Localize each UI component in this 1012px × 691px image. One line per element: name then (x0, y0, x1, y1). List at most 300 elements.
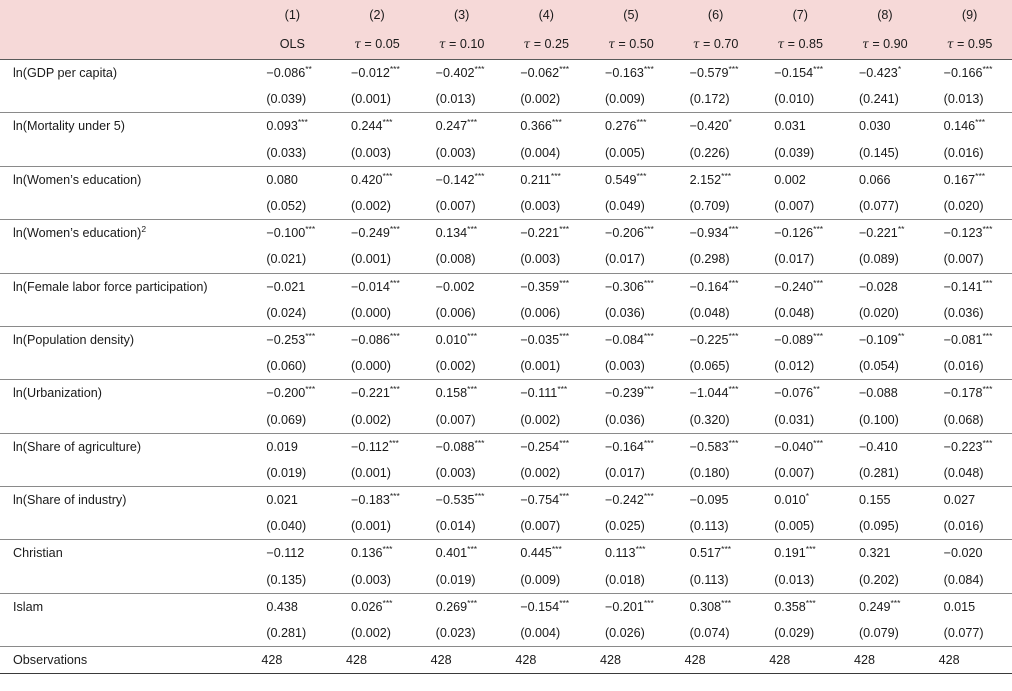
coef-value: 0.276 (604, 119, 637, 134)
significance-stars: *** (559, 437, 570, 448)
se-value: (0.084) (943, 572, 984, 587)
coef-cell (927, 433, 1012, 460)
se-label-empty (0, 513, 250, 540)
coef-value: −0.242 (604, 493, 644, 508)
coef-cell (504, 593, 589, 620)
coef-value: −0.154 (774, 66, 814, 81)
se-value: (0.020) (943, 199, 984, 214)
se-cell (758, 193, 843, 220)
coef-cell (843, 433, 928, 460)
coef-wrap (256, 119, 328, 133)
significance-stars: *** (467, 384, 478, 395)
tau-symbol: τ (692, 37, 700, 51)
coef-cell (335, 540, 420, 567)
coef-row (0, 380, 1012, 407)
significance-stars: *** (474, 170, 485, 181)
coef-wrap (849, 597, 921, 614)
se-cell (335, 620, 420, 647)
coef-cell (335, 593, 420, 620)
se-value: (0.040) (266, 519, 307, 534)
tau-symbol: τ (946, 37, 954, 51)
coef-value: −0.359 (520, 279, 560, 294)
se-value: (0.709) (689, 199, 730, 214)
coef-wrap (256, 63, 328, 81)
observations-value: 428 (769, 653, 791, 668)
significance-stars: *** (982, 330, 993, 341)
se-value: (0.036) (604, 305, 645, 320)
se-value: (0.002) (435, 359, 476, 374)
se-value: (0.003) (435, 465, 476, 480)
se-cell (927, 353, 1012, 380)
significance-stars: *** (805, 597, 816, 608)
se-cell (843, 86, 928, 113)
se-value: (0.031) (774, 412, 815, 427)
coef-value: 2.152 (689, 172, 722, 187)
coef-wrap (934, 170, 1006, 187)
se-cell (758, 620, 843, 647)
se-value: (0.226) (689, 145, 730, 160)
coef-value: −0.249 (351, 226, 390, 241)
coef-wrap (934, 546, 1006, 560)
se-cell (927, 246, 1012, 273)
se-cell (504, 406, 589, 433)
coef-value: −0.112 (266, 546, 305, 561)
se-value: (0.039) (774, 145, 815, 160)
coef-cell (673, 380, 758, 407)
se-value: (0.012) (774, 359, 815, 374)
coef-cell (843, 540, 928, 567)
coef-value: −0.123 (943, 226, 983, 241)
significance-stars: *** (643, 597, 654, 608)
coef-value: 0.366 (520, 119, 552, 134)
coef-cell (843, 326, 928, 353)
coef-value: −0.111 (520, 386, 558, 401)
coef-cell (589, 273, 674, 300)
coef-wrap (341, 386, 413, 400)
quantile-value: = 0.05 (364, 37, 400, 51)
coef-cell (927, 113, 1012, 140)
se-value: (0.019) (266, 465, 307, 480)
coef-value: −0.126 (774, 226, 814, 241)
col-label-quantile (673, 29, 758, 60)
observations-cell (927, 647, 1012, 674)
se-cell (419, 86, 504, 113)
coef-cell (504, 433, 589, 460)
se-value: (0.039) (266, 92, 307, 107)
observations-cell (419, 647, 504, 674)
coef-value: 0.066 (858, 172, 891, 187)
se-value: (0.005) (604, 145, 645, 160)
significance-stars: *** (297, 117, 308, 128)
coef-cell (504, 273, 589, 300)
se-cell (419, 193, 504, 220)
coef-cell (250, 433, 335, 460)
se-value: (0.001) (351, 465, 391, 480)
se-value: (0.281) (266, 626, 307, 641)
se-label-empty (0, 406, 250, 433)
coef-wrap (764, 63, 836, 81)
coef-wrap (341, 597, 413, 614)
significance-stars: *** (559, 330, 570, 341)
significance-stars: *** (474, 490, 485, 501)
se-value: (0.016) (943, 359, 984, 374)
coef-value: −0.583 (689, 439, 729, 454)
se-cell (504, 300, 589, 327)
se-value: (0.002) (520, 465, 561, 480)
se-value: (0.025) (604, 519, 645, 534)
significance-stars: * (805, 490, 810, 501)
se-value: (0.020) (858, 305, 899, 320)
se-value: (0.000) (351, 305, 391, 320)
observations-cell (335, 647, 420, 674)
observations-cell (673, 647, 758, 674)
se-cell (673, 193, 758, 220)
se-value: (0.002) (351, 626, 391, 641)
coef-row (0, 540, 1012, 567)
coef-cell (927, 220, 1012, 247)
significance-stars: *** (643, 63, 654, 74)
coef-value: −0.240 (774, 279, 814, 294)
coef-cell (250, 273, 335, 300)
se-cell (927, 406, 1012, 433)
coef-cell (673, 593, 758, 620)
observations-row (0, 647, 1012, 674)
coef-wrap (764, 119, 836, 133)
significance-stars: *** (975, 170, 986, 181)
coef-cell (504, 220, 589, 247)
coef-cell (673, 220, 758, 247)
coef-wrap (256, 600, 328, 614)
coef-wrap (934, 277, 1006, 294)
variable-label (0, 433, 250, 460)
coef-cell (758, 273, 843, 300)
significance-stars: *** (550, 170, 561, 181)
coef-value: 0.247 (435, 119, 468, 134)
se-cell (335, 246, 420, 273)
coef-value: −1.044 (689, 386, 729, 401)
se-value: (0.004) (520, 626, 561, 641)
coef-value: −0.142 (435, 172, 475, 187)
coef-cell (250, 60, 335, 87)
coef-wrap (426, 330, 498, 347)
coef-cell (250, 220, 335, 247)
significance-stars: *** (982, 224, 993, 235)
se-row (0, 513, 1012, 540)
coef-cell (927, 487, 1012, 514)
coef-cell (758, 487, 843, 514)
tau-symbol: τ (523, 37, 531, 51)
se-value: (0.013) (774, 572, 815, 587)
col-label-quantile (843, 29, 928, 60)
se-label-empty (0, 193, 250, 220)
se-label-empty (0, 353, 250, 380)
coef-wrap (680, 119, 752, 133)
col-number: (3) (453, 7, 470, 22)
se-value: (0.019) (435, 572, 476, 587)
significance-stars: *** (551, 117, 562, 128)
se-cell (843, 140, 928, 167)
coef-value: 0.167 (943, 172, 976, 187)
observations-cell (758, 647, 843, 674)
se-cell (758, 140, 843, 167)
coef-value: 0.244 (351, 119, 383, 134)
coef-cell (673, 60, 758, 87)
coef-value: 0.010 (774, 493, 806, 508)
se-value: (0.021) (266, 252, 307, 267)
tau-symbol: τ (354, 37, 361, 51)
se-value: (0.008) (435, 252, 476, 267)
coef-wrap (510, 597, 582, 614)
col-number: (8) (877, 7, 893, 22)
coef-cell (335, 487, 420, 514)
coef-cell (758, 60, 843, 87)
significance-stars: *** (982, 63, 993, 74)
coef-cell (250, 487, 335, 514)
se-cell (504, 620, 589, 647)
coef-wrap (341, 277, 413, 294)
significance-stars: ** (897, 330, 905, 341)
significance-stars: *** (474, 63, 485, 74)
coef-wrap (764, 546, 836, 560)
se-cell (758, 300, 843, 327)
coef-wrap (680, 170, 752, 187)
observations-value: 428 (684, 653, 706, 668)
se-cell (419, 353, 504, 380)
observations-cell (589, 647, 674, 674)
coef-cell (335, 60, 420, 87)
coef-cell (504, 326, 589, 353)
variable-label-text: ln(Share of industry) (13, 493, 127, 508)
coef-cell (419, 273, 504, 300)
se-cell (250, 193, 335, 220)
coef-wrap (934, 600, 1006, 614)
se-label-empty (0, 620, 250, 647)
significance-stars: *** (890, 597, 901, 608)
variable-label-text: ln(Female labor force participation) (13, 279, 208, 294)
se-cell (927, 86, 1012, 113)
coef-row (0, 60, 1012, 87)
coef-value: −0.178 (943, 386, 983, 401)
table-header (0, 0, 1012, 60)
coef-value: 0.080 (266, 172, 298, 187)
coef-cell (589, 113, 674, 140)
se-cell (250, 406, 335, 433)
coef-cell (673, 326, 758, 353)
coef-wrap (341, 63, 413, 81)
se-cell (504, 353, 589, 380)
se-cell (250, 300, 335, 327)
coef-wrap (595, 437, 667, 454)
coef-value: −0.088 (858, 386, 898, 401)
se-value: (0.001) (520, 359, 561, 374)
coef-row (0, 487, 1012, 514)
coef-row (0, 433, 1012, 460)
se-value: (0.281) (858, 465, 899, 480)
se-value: (0.298) (689, 252, 730, 267)
se-value: (0.013) (435, 92, 476, 107)
se-value: (0.024) (266, 305, 307, 320)
significance-stars: *** (559, 224, 570, 235)
coef-value: −0.253 (266, 332, 306, 347)
se-value: (0.068) (943, 412, 984, 427)
coef-value: 0.308 (689, 599, 722, 614)
se-value: (0.003) (520, 199, 561, 214)
col-number: (6) (707, 7, 724, 22)
coef-cell (843, 60, 928, 87)
se-value: (0.113) (689, 572, 729, 587)
coef-cell (589, 380, 674, 407)
superscript: 2 (141, 224, 147, 235)
coef-row (0, 166, 1012, 193)
se-value: (0.018) (604, 572, 645, 587)
se-value: (0.033) (266, 145, 307, 160)
coef-wrap (934, 493, 1006, 507)
variable-label (0, 273, 250, 300)
coef-cell (673, 166, 758, 193)
coef-value: −0.423 (858, 66, 898, 81)
se-value: (0.016) (943, 145, 984, 160)
coef-cell (673, 113, 758, 140)
se-cell (250, 246, 335, 273)
se-cell (335, 300, 420, 327)
coef-wrap (934, 226, 1006, 240)
coef-wrap (680, 277, 752, 294)
significance-stars: *** (467, 117, 478, 128)
coef-wrap (849, 546, 921, 560)
coef-value: −0.225 (689, 332, 729, 347)
se-cell (673, 513, 758, 540)
se-cell (504, 460, 589, 487)
significance-stars: *** (982, 437, 993, 448)
coef-wrap (426, 119, 498, 133)
coef-cell (673, 433, 758, 460)
coef-wrap (680, 493, 752, 507)
coef-value: 0.158 (435, 386, 468, 401)
significance-stars: *** (728, 437, 739, 448)
se-cell (589, 353, 674, 380)
significance-stars: *** (643, 224, 654, 235)
significance-stars: *** (636, 170, 647, 181)
header-corner (0, 0, 250, 29)
se-value: (0.001) (351, 252, 391, 267)
coef-wrap (426, 226, 498, 240)
se-cell (758, 86, 843, 113)
coef-cell (335, 166, 420, 193)
se-cell (335, 567, 420, 594)
se-cell (927, 513, 1012, 540)
se-row (0, 460, 1012, 487)
coef-value: 0.019 (266, 439, 298, 454)
coef-wrap (510, 226, 582, 240)
coef-wrap (510, 437, 582, 454)
observations-value: 428 (938, 653, 960, 668)
coef-wrap (256, 386, 328, 400)
coef-wrap (764, 490, 836, 508)
se-cell (589, 140, 674, 167)
significance-stars: *** (643, 330, 654, 341)
se-cell (843, 353, 928, 380)
se-cell (335, 86, 420, 113)
se-cell (250, 460, 335, 487)
coef-value: 0.134 (435, 226, 468, 241)
se-cell (419, 460, 504, 487)
coef-wrap (256, 226, 328, 240)
coef-cell (589, 487, 674, 514)
observations-cell (250, 647, 335, 674)
se-value: (0.009) (604, 92, 645, 107)
variable-label-text: ln(Population density) (13, 332, 135, 347)
coef-value: −0.084 (604, 332, 644, 347)
significance-stars: *** (643, 277, 654, 288)
coef-wrap (934, 119, 1006, 133)
coef-wrap (341, 170, 413, 187)
se-label-empty (0, 567, 250, 594)
se-value: (0.003) (351, 145, 391, 160)
se-cell (843, 193, 928, 220)
observations-value: 428 (430, 653, 452, 668)
col-label-quantile (589, 29, 674, 60)
significance-stars: *** (557, 384, 568, 395)
se-cell (843, 620, 928, 647)
col-label-quantile (504, 29, 589, 60)
coef-cell (419, 60, 504, 87)
coef-value: −0.014 (351, 279, 390, 294)
significance-stars: *** (389, 277, 400, 288)
significance-stars: *** (721, 170, 732, 181)
coef-wrap (849, 280, 921, 294)
se-value: (0.006) (435, 305, 476, 320)
significance-stars: *** (474, 437, 485, 448)
coef-value: 0.420 (351, 172, 383, 187)
significance-stars: *** (813, 63, 824, 74)
quantile-value: = 0.85 (787, 37, 824, 51)
coef-value: 0.549 (604, 172, 637, 187)
se-cell (758, 406, 843, 433)
coef-wrap (934, 437, 1006, 454)
variable-label-text: ln(Urbanization) (13, 386, 102, 401)
se-cell (927, 460, 1012, 487)
coef-cell (673, 540, 758, 567)
coef-cell (673, 487, 758, 514)
significance-stars: *** (305, 224, 316, 235)
se-value: (0.007) (774, 465, 815, 480)
coef-wrap (510, 330, 582, 347)
se-row (0, 353, 1012, 380)
significance-stars: *** (551, 544, 562, 555)
coef-wrap (341, 546, 413, 560)
variable-label-text: ln(Share of agriculture) (13, 439, 142, 454)
coef-value: 0.030 (858, 119, 891, 134)
coef-wrap (849, 493, 921, 507)
variable-label (0, 60, 250, 87)
se-value: (0.172) (689, 92, 730, 107)
significance-stars: *** (389, 63, 400, 74)
se-value: (0.048) (943, 465, 984, 480)
se-value: (0.005) (774, 519, 815, 534)
se-value: (0.026) (604, 626, 645, 641)
coef-wrap (341, 437, 413, 454)
header-corner (0, 29, 250, 60)
coef-wrap (595, 63, 667, 81)
coef-cell (419, 113, 504, 140)
significance-stars: *** (813, 437, 824, 448)
se-cell (673, 460, 758, 487)
coef-value: −0.086 (266, 66, 306, 81)
significance-stars: *** (635, 544, 646, 555)
se-value: (0.000) (351, 359, 391, 374)
se-cell (927, 620, 1012, 647)
coef-wrap (764, 226, 836, 240)
